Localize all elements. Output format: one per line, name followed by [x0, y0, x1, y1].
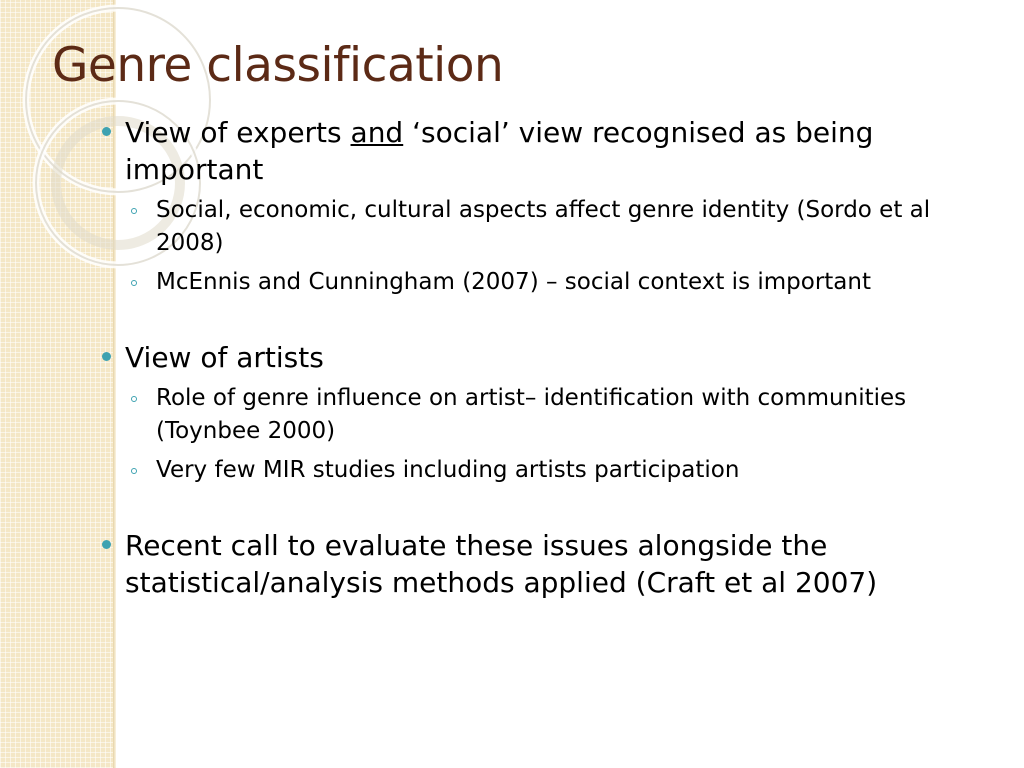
bullet-item	[100, 339, 1000, 376]
sub-bullet-item	[100, 194, 1000, 260]
sub-bullet-text: McEnnis and Cunningham (2007) – social context is important	[156, 269, 871, 295]
bullet-dot-icon	[102, 540, 111, 549]
bullet-text: Recent call to evaluate these issues alongside the statistical/analysis methods applied (Craft et al 2007)	[125, 529, 878, 599]
bullet-group-artists	[100, 339, 1000, 487]
sub-bullet-item	[100, 454, 1000, 487]
bullet-dot-icon	[102, 352, 111, 361]
slide-title: Genre classification	[52, 38, 504, 93]
sub-bullet-circle-icon	[131, 468, 137, 474]
bullet-text: View of artists	[125, 341, 324, 374]
sub-bullet-circle-icon	[131, 208, 137, 214]
bullet-item	[100, 114, 1000, 188]
bullet-text-part: View of experts	[125, 116, 351, 149]
bullet-item	[100, 527, 1000, 601]
sub-bullet-item	[100, 382, 1000, 448]
bullet-group-experts	[100, 114, 1000, 299]
sub-bullet-text: Role of genre influence on artist– identification with communities (Toynbee 2000)	[156, 385, 907, 444]
underlined-word: and	[350, 116, 404, 149]
sub-bullet-text: Very few MIR studies including artists participation	[156, 457, 740, 483]
bullet-group-recent-call	[100, 527, 1000, 601]
sub-bullet-item	[100, 266, 1000, 299]
bullet-dot-icon	[102, 127, 111, 136]
sub-bullet-circle-icon	[131, 396, 137, 402]
sub-bullet-circle-icon	[131, 280, 137, 286]
bullet-text-part: ‘social’ view recognised as being important	[125, 116, 874, 186]
sub-bullet-text: Social, economic, cultural aspects affect genre identity (Sordo et al 2008)	[156, 197, 931, 256]
slide-content	[100, 114, 1000, 607]
